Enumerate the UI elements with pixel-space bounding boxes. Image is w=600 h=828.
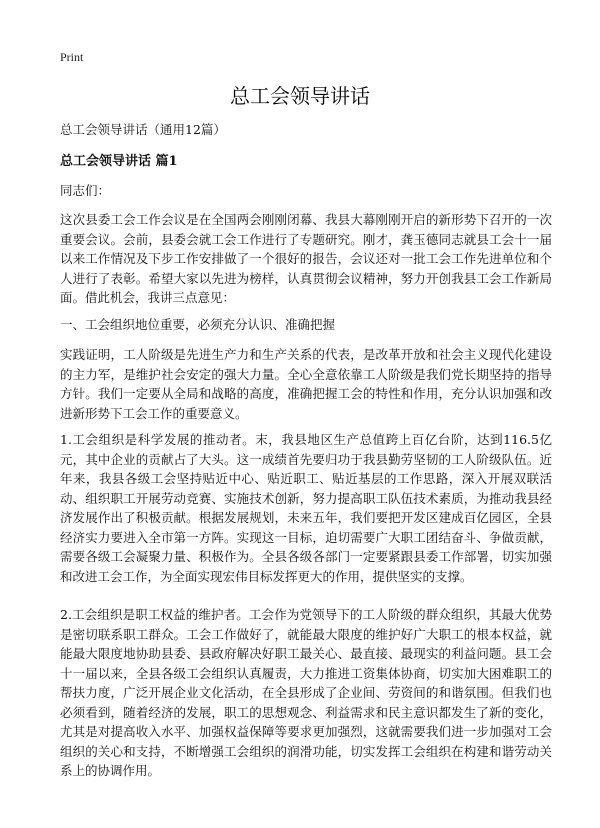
paragraph-intro: 这次县委工会工作会议是在全国两会刚刚闭幕、我县大幕刚刚开启的新形势下召开的一次重要会议。会前，县委会就工会工作进行了专题研究。刚才，龚玉德同志就县工会十一届以来工作情况及下步工作安排做了一个很好的报告，会议还对一批工会工作先进单位和个人进行了表彰。希望大家以先进为榜样，认真贯彻会议精神，努力开创我县工会工作新局面。借此机会，我讲三点意见： — [60, 212, 552, 305]
document-subtitle: 总工会领导讲话（通用12篇） — [60, 122, 226, 137]
section-heading: 总工会领导讲话 篇1 — [60, 154, 178, 169]
document-title: 总工会领导讲话 — [230, 84, 370, 108]
paragraph-practice: 实践证明，工人阶级是先进生产力和生产关系的代表，是改革开放和社会主义现代化建设的主力军，是维护社会安定的强大力量。全心全意依靠工人阶级是我们党长期坚持的指导方针。我们一定要从全局和战略的高度，准确把握工会的特性和作用，充分认识加强和改进新形势下工会工作的重要意义。 — [60, 347, 552, 421]
paragraph-point-2: 2.工会组织是职工权益的维护者。工会作为党领导下的工人阶级的群众组织，其最大优势是密切联系职工群众。工会工作做好了，就能最大限度的维护好广大职工的根本权益，就能最大限度地协助县委、县政府解决好职工最关心、最直接、最现实的利益问题。县工会十一届以来，全县各级工会组织认真履责，大力推进工资集体协商，切实加大困难职工的帮扶力度，广泛开展企业文化活动，在全县形成了企业间、劳资间的和谐氛围。但我们也必须看到，随着经济的发展，职工的思想观念、利益需求和民主意识都发生了新的变化，尤其是对提高收入水平、加强权益保障等要求更加强烈，这就需要我们进一步加强对工会组织的关心和支持，不断增强工会组织的润滑功能，切实发挥工会组织在构建和谐劳动关系上的协调作用。 — [60, 607, 552, 778]
subheading-one: 一、工会组织地位重要，必须充分认识、准确把握 — [60, 317, 336, 332]
greeting-text: 同志们： — [60, 183, 111, 198]
paragraph-point-1: 1.工会组织是科学发展的推动者。末，我县地区生产总值跨上百亿台阶，达到116.5亿元，其中企业的贡献占了大头。这一成绩首先要归功于我县勤劳坚韧的工人阶级队伍。近年来，我县各级工会坚持贴近中心、贴近职工、贴近基层的工作思路，深入开展双联活动、组织职工开展劳动竞赛、实施技术创新，努力提高职工队伍技术素质，为推动我县经济发展作出了积极贡献。根据发展规划，未来五年，我们要把开发区建成百亿园区，全县经济实力要进入全市第一方阵。实现这一目标，迫切需要广大职工团结奋斗、争做贡献，需要各级工会凝聚力量、积极作为。全县各级各部门一定要紧跟县委工作部署，切实加强和改进工会工作，为全面实现宏伟目标发挥更大的作用，提供坚实的支撑。 — [60, 432, 552, 584]
print-link[interactable]: Print — [60, 50, 84, 64]
